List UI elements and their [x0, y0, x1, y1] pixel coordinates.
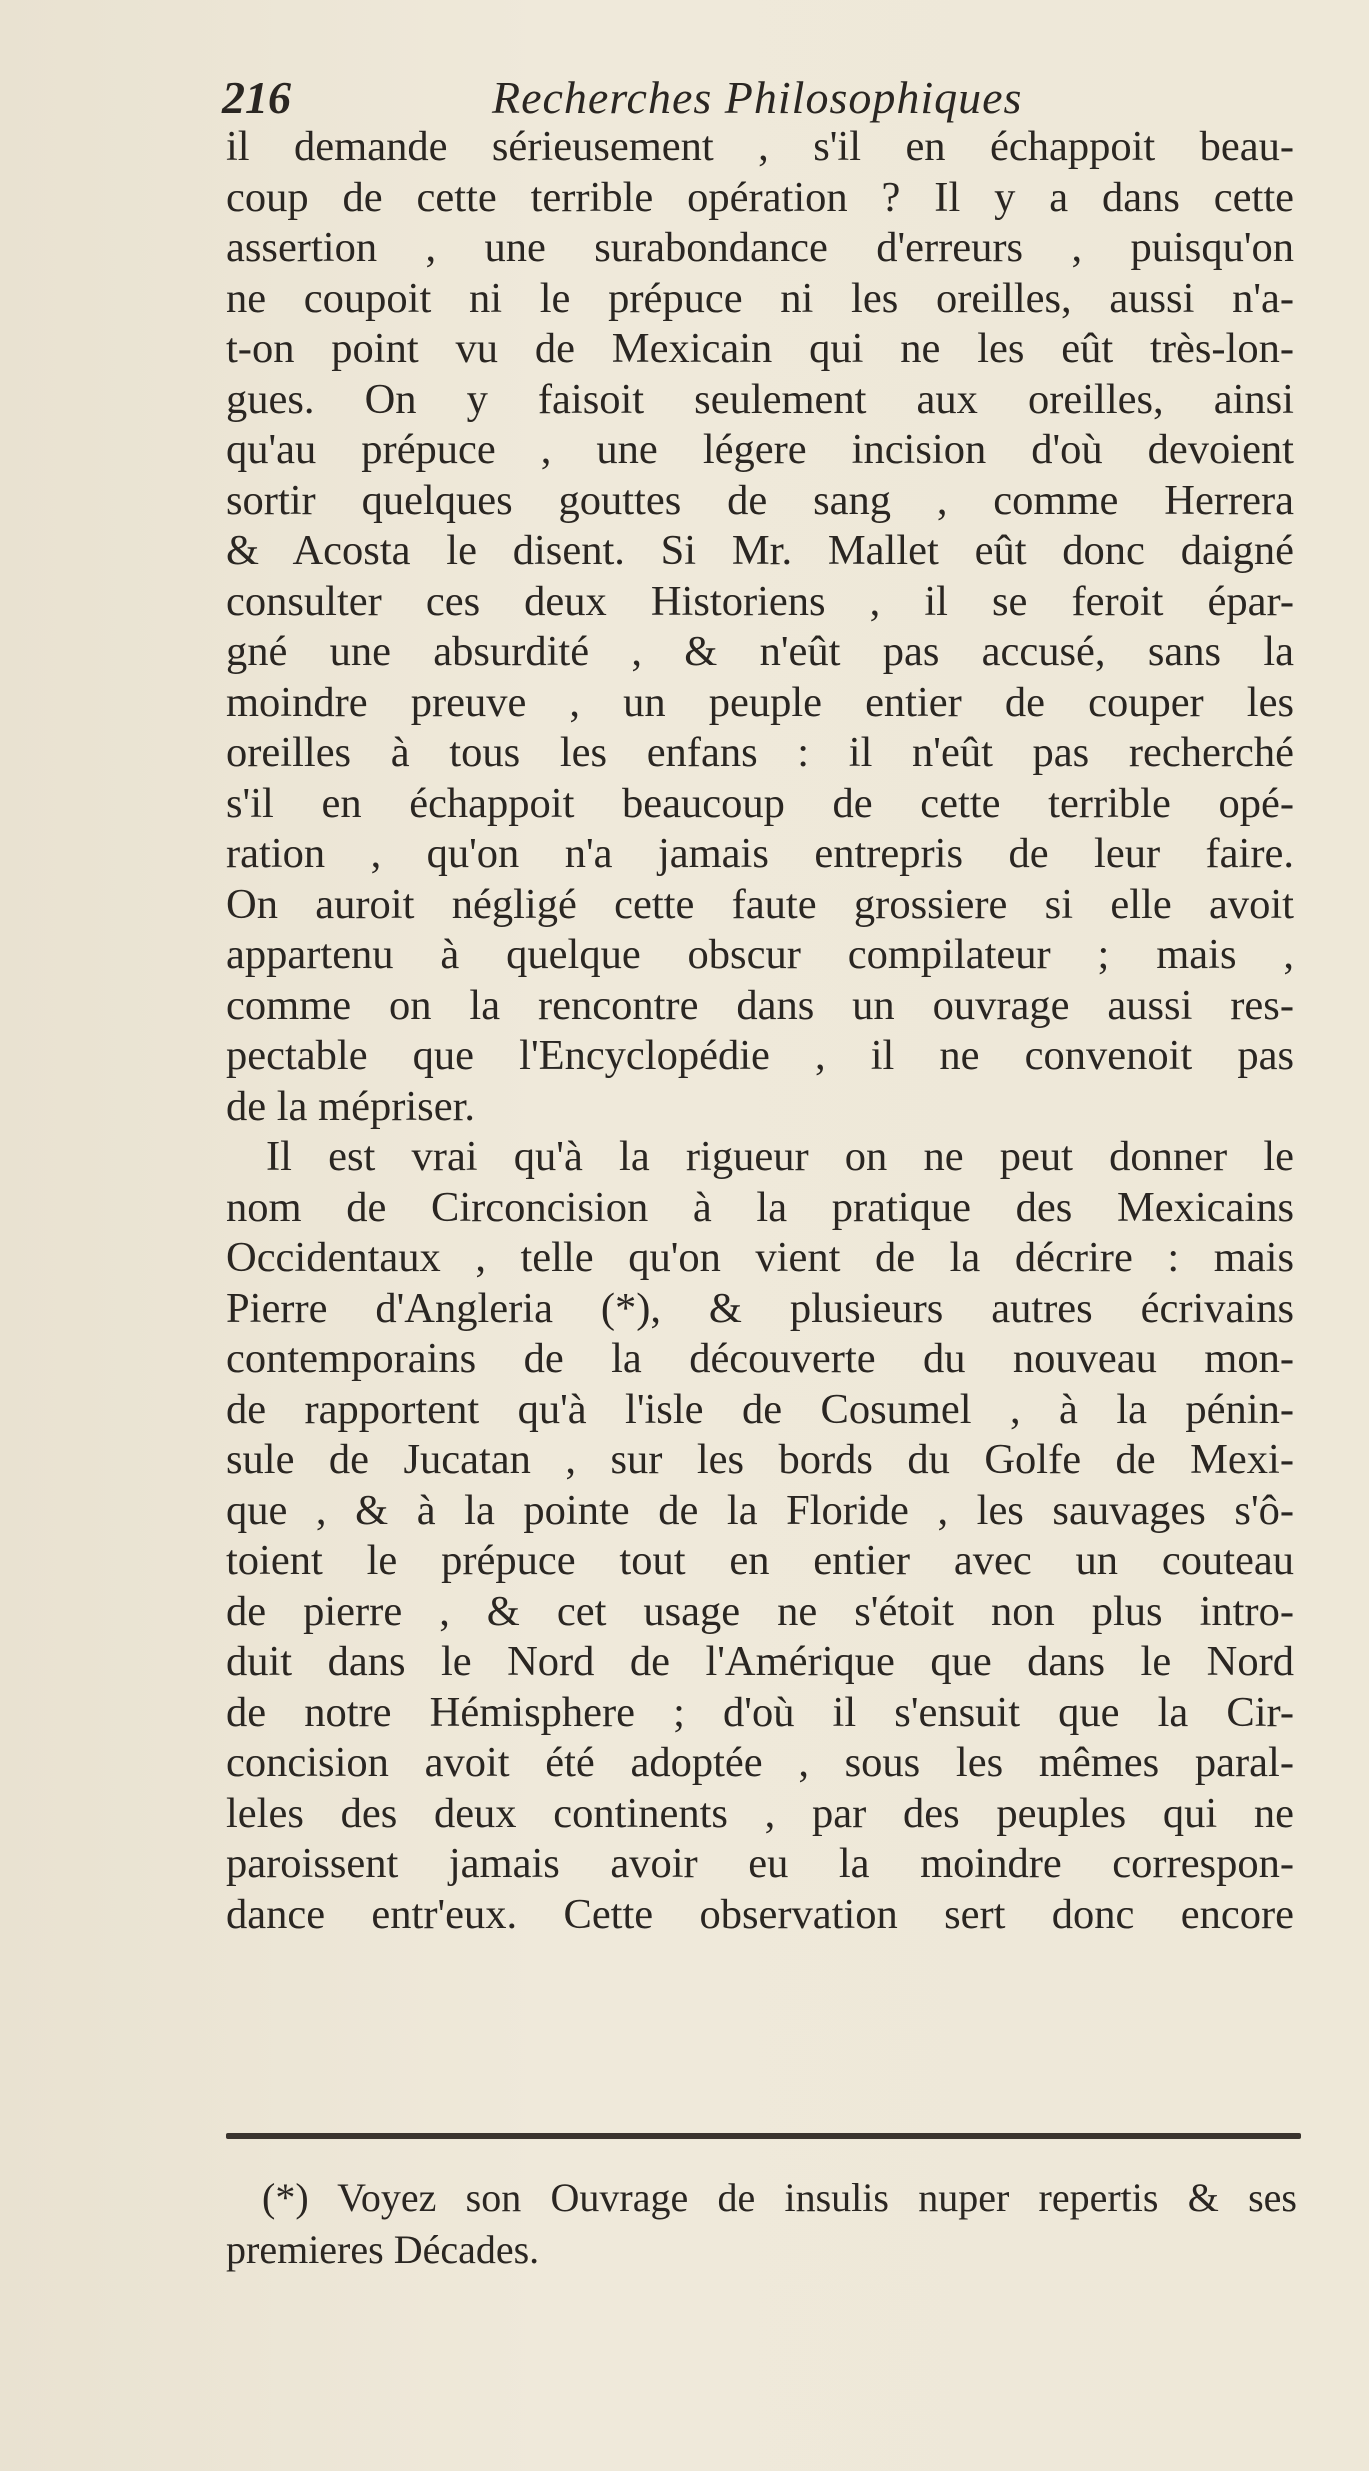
text-line: assertion , une surabondance d'erreurs , puisqu'on: [226, 224, 1294, 271]
text-line: sule de Jucatan , sur les bords du Golfe de Mexi-: [226, 1436, 1294, 1483]
text-line: gné une absurdité , & n'eût pas accusé, sans la: [226, 628, 1294, 675]
text-line: duit dans le Nord de l'Amérique que dans le Nord: [226, 1638, 1294, 1685]
text-line: oreilles à tous les enfans : il n'eût pas recherché: [226, 729, 1294, 776]
text-line: t-on point vu de Mexicain qui ne les eût très-lon-: [226, 325, 1294, 372]
text-line: Pierre d'Angleria (*), & plusieurs autres écrivains: [226, 1284, 1294, 1332]
text-line: sortir quelques gouttes de sang , comme Herrera: [226, 476, 1294, 524]
page-header: [222, 68, 1282, 128]
text-line: & Acosta le disent. Si Mr. Mallet eût donc daigné: [226, 527, 1294, 574]
page-number: 216: [222, 72, 291, 123]
paragraph-end-line: de la mépriser.: [226, 1082, 476, 1130]
text-line: concision avoit été adoptée , sous les mêmes paral-: [226, 1739, 1294, 1786]
text-line: appartenu à quelque obscur compilateur ; mais ,: [226, 931, 1294, 978]
text-line: toient le prépuce tout en entier avec un couteau: [226, 1537, 1294, 1584]
text-line: paroissent jamais avoir eu la moindre correspon-: [226, 1840, 1294, 1887]
text-line: il demande sérieusement , s'il en échappoit beau-: [226, 123, 1294, 170]
text-line: ration , qu'on n'a jamais entrepris de leur faire.: [226, 830, 1294, 877]
text-line: qu'au prépuce , une légere incision d'où devoient: [226, 426, 1294, 473]
paragraph-start-line: Il est vrai qu'à la rigueur on ne peut donner le: [266, 1133, 1294, 1180]
text-line: Occidentaux , telle qu'on vient de la décrire : mais: [226, 1234, 1294, 1281]
text-line: ne coupoit ni le prépuce ni les oreilles, aussi n'a-: [226, 274, 1294, 322]
text-line: comme on la rencontre dans un ouvrage aussi res-: [226, 981, 1294, 1029]
running-title: Recherches Philosophiques: [492, 72, 1023, 123]
text-line: consulter ces deux Historiens , il se feroit épar-: [226, 577, 1294, 625]
text-line: de notre Hémisphere ; d'où il s'ensuit que la Cir-: [226, 1688, 1294, 1736]
text-line: de rapportent qu'à l'isle de Cosumel , à la pénin-: [226, 1385, 1294, 1433]
text-line: pectable que l'Encyclopédie , il ne convenoit pas: [226, 1032, 1294, 1079]
body-text: [226, 122, 1294, 1940]
text-line: On auroit négligé cette faute grossiere si elle avoit: [226, 880, 1294, 928]
text-line: gues. On y faisoit seulement aux oreilles, ainsi: [226, 375, 1294, 423]
text-line: que , & à la pointe de la Floride , les sauvages s'ô-: [226, 1486, 1294, 1534]
text-line: moindre preuve , un peuple entier de couper les: [226, 678, 1294, 726]
text-line: s'il en échappoit beaucoup de cette terrible opé-: [226, 779, 1294, 827]
footnote-line: premieres Décades.: [226, 2227, 540, 2272]
footnote-line: (*) Voyez son Ouvrage de insulis nuper repertis & ses: [262, 2175, 1297, 2220]
text-line: leles des deux continents , par des peuples qui ne: [226, 1789, 1294, 1837]
text-line: contemporains de la découverte du nouveau mon-: [226, 1335, 1294, 1382]
footnote-divider: [226, 2133, 1301, 2139]
text-line: de pierre , & cet usage ne s'étoit non plus intro-: [226, 1587, 1294, 1635]
text-line: nom de Circoncision à la pratique des Mexicains: [226, 1183, 1294, 1231]
text-line: coup de cette terrible opération ? Il y a dans cette: [226, 173, 1294, 221]
footnote: [226, 2172, 1297, 2276]
text-line: dance entr'eux. Cette observation sert donc encore: [226, 1890, 1294, 1938]
